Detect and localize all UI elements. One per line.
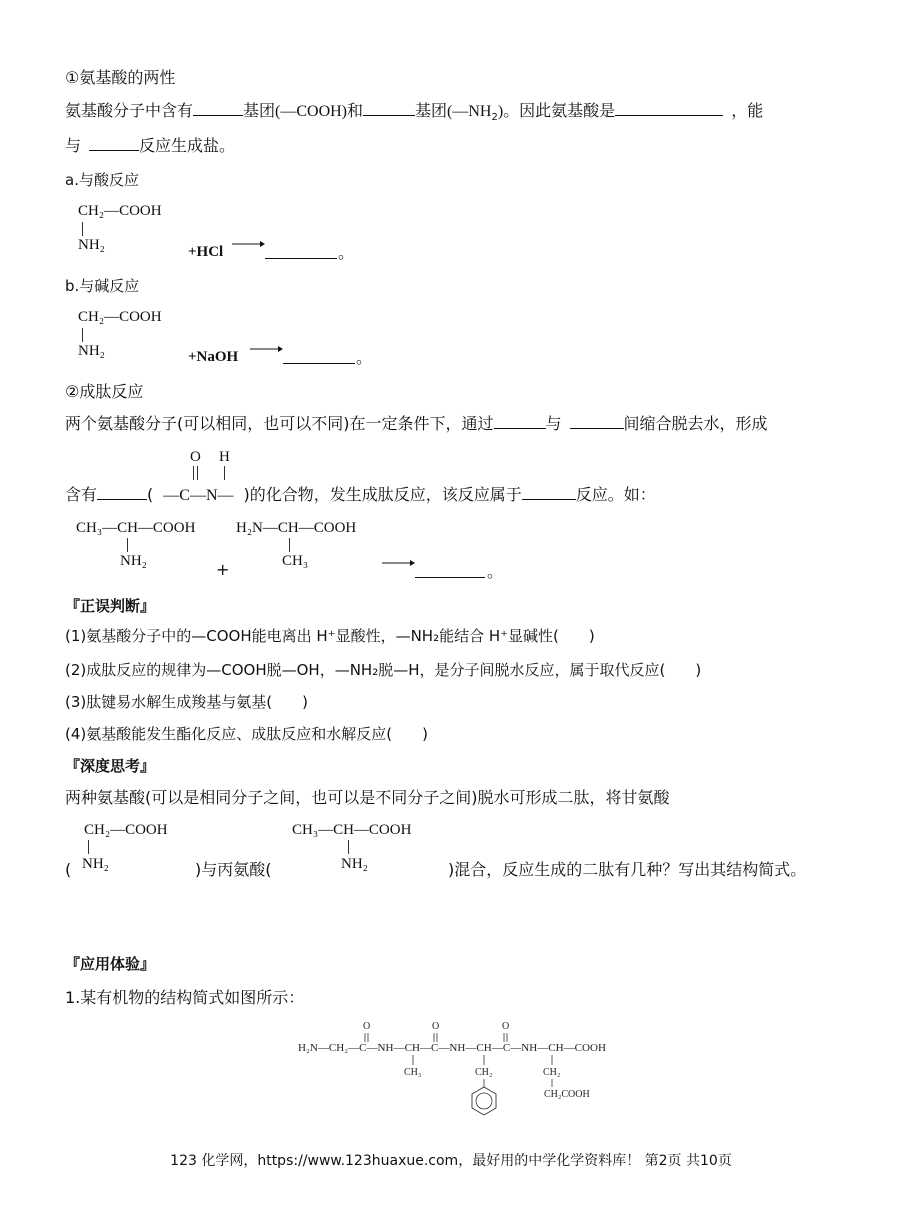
text: ( xyxy=(147,485,154,504)
hcl-reagent: +HCl xyxy=(188,244,224,260)
bond-line xyxy=(127,538,128,552)
ch2-group: CH₂ xyxy=(543,1067,561,1078)
blank-3[interactable] xyxy=(615,101,723,116)
think-line1: 两种氨基酸(可以是相同分子之间，也可以是不同分子之间)脱水可形成二肽，将甘氨酸 xyxy=(65,788,670,807)
period: 。 xyxy=(487,562,504,581)
paren-open: ( xyxy=(65,860,72,879)
double-bond xyxy=(193,466,194,480)
peptide-o: O xyxy=(190,449,201,465)
judge-item-1: (1)氨基酸分子中的—COOH能电离出 H⁺显酸性，—NH₂能结合 H⁺显碱性( ) xyxy=(65,627,595,645)
text: 基团(—COOH)和 xyxy=(243,103,364,120)
apply-question-1: 1.某有机物的结构简式如图所示： xyxy=(65,988,305,1007)
page-footer: 123 化学网，https://www.123huaxue.com，最好用的中学化学资料库！ 第2页 共10页 xyxy=(170,1153,732,1169)
judge-item-2: (2)成肽反应的规律为—COOH脱—OH，—NH₂脱—H，是分子间脱水反应，属于取代反应( ) xyxy=(65,661,702,679)
alanine2-formula-top: H₂N—CH—COOH xyxy=(236,520,357,536)
glycine-formula-top: CH₂—COOH xyxy=(84,822,168,838)
plus-sign: + xyxy=(216,560,230,579)
peptide-h: H xyxy=(219,449,230,465)
judge-heading: 『正误判断』 xyxy=(65,597,156,615)
bond-line xyxy=(82,328,83,342)
base-reaction-label: b.与碱反应 xyxy=(65,277,140,295)
glycine-nh2: NH₂ xyxy=(78,237,105,253)
section1-title: ①氨基酸的两性 xyxy=(65,68,176,87)
blank-1[interactable] xyxy=(193,101,243,116)
text: )。因此氨基酸是 xyxy=(497,103,616,120)
arrow-icon xyxy=(380,557,416,569)
apply-heading: 『应用体验』 xyxy=(65,955,156,973)
o-atom: O xyxy=(432,1021,440,1032)
blank-7[interactable] xyxy=(494,414,546,429)
alanine-nh2: NH₂ xyxy=(341,856,368,872)
think-heading: 『深度思考』 xyxy=(65,757,156,775)
alanine-formula-top: CH₃—CH—COOH xyxy=(292,822,412,838)
naoh-reagent: +NaOH xyxy=(188,349,239,365)
peptide-bond: —C—N— xyxy=(163,487,234,504)
period: 。 xyxy=(338,243,355,262)
bond-line xyxy=(348,840,349,854)
bond-line xyxy=(289,538,290,552)
ch2cooh-group: CH₂COOH xyxy=(544,1089,590,1100)
subscript: 2 xyxy=(491,112,498,124)
blank-6[interactable] xyxy=(283,349,355,364)
blank-10[interactable] xyxy=(522,485,576,500)
ch3-group: CH₃ xyxy=(404,1067,422,1078)
glycine-formula-top: CH₂—COOH xyxy=(78,309,162,325)
text: )的化合物，发生成肽反应，该反应属于 xyxy=(243,485,522,504)
blank-5[interactable] xyxy=(265,244,337,259)
blank-2[interactable] xyxy=(363,101,415,116)
blank-4[interactable] xyxy=(89,136,139,151)
think-mid: )与丙氨酸( xyxy=(195,860,272,879)
alanine2-ch3: CH₃ xyxy=(282,553,309,569)
alanine-formula-top: CH₃—CH—COOH xyxy=(76,520,196,536)
text: 反应。如： xyxy=(575,485,656,504)
blank-11[interactable] xyxy=(415,563,485,578)
text: 与 xyxy=(545,414,562,433)
ch2-group: CH₂ xyxy=(475,1067,493,1078)
section1-line1 xyxy=(65,101,763,128)
arrow-icon xyxy=(248,343,284,355)
blank-9[interactable] xyxy=(97,485,147,500)
o-atom: O xyxy=(502,1021,510,1032)
text: 基团(—NH xyxy=(415,103,492,120)
think-end: )混合，反应生成的二肽有几种？写出其结构简式。 xyxy=(448,860,807,879)
o-atom: O xyxy=(363,1021,371,1032)
period: 。 xyxy=(356,348,373,367)
arrow-icon xyxy=(230,238,266,250)
text: 与 xyxy=(65,136,82,155)
section2-title: ②成肽反应 xyxy=(65,382,144,401)
double-bond xyxy=(197,466,198,480)
judge-item-3: (3)肽键易水解生成羧基与氨基( ) xyxy=(65,693,308,711)
text: 含有 xyxy=(65,485,98,504)
alanine-nh2: NH₂ xyxy=(120,553,147,569)
section2-line1 xyxy=(65,414,768,434)
text: ，能 xyxy=(731,101,764,120)
bond-line xyxy=(88,840,89,854)
bond-line xyxy=(82,222,83,236)
section2-line2 xyxy=(65,485,656,506)
glycine-nh2: NH₂ xyxy=(82,856,109,872)
main-chain: H₂N—CH₂—C—NH—CH—C—NH—CH—C—NH—CH—COOH xyxy=(298,1043,606,1054)
peptide-structure xyxy=(290,1015,620,1125)
glycine-nh2: NH₂ xyxy=(78,343,105,359)
blank-8[interactable] xyxy=(570,414,624,429)
text: 氨基酸分子中含有 xyxy=(65,101,194,120)
text: 两个氨基酸分子(可以相同，也可以不同)在一定条件下，通过 xyxy=(65,414,494,433)
judge-item-4: (4)氨基酸能发生酯化反应、成肽反应和水解反应( ) xyxy=(65,725,428,743)
text: 反应生成盐。 xyxy=(139,136,236,155)
bond-line xyxy=(224,466,225,480)
text: 间缩合脱去水，形成 xyxy=(623,414,768,433)
acid-reaction-label: a.与酸反应 xyxy=(65,171,139,189)
section1-line2 xyxy=(65,136,235,156)
glycine-formula-top: CH₂—COOH xyxy=(78,203,162,219)
